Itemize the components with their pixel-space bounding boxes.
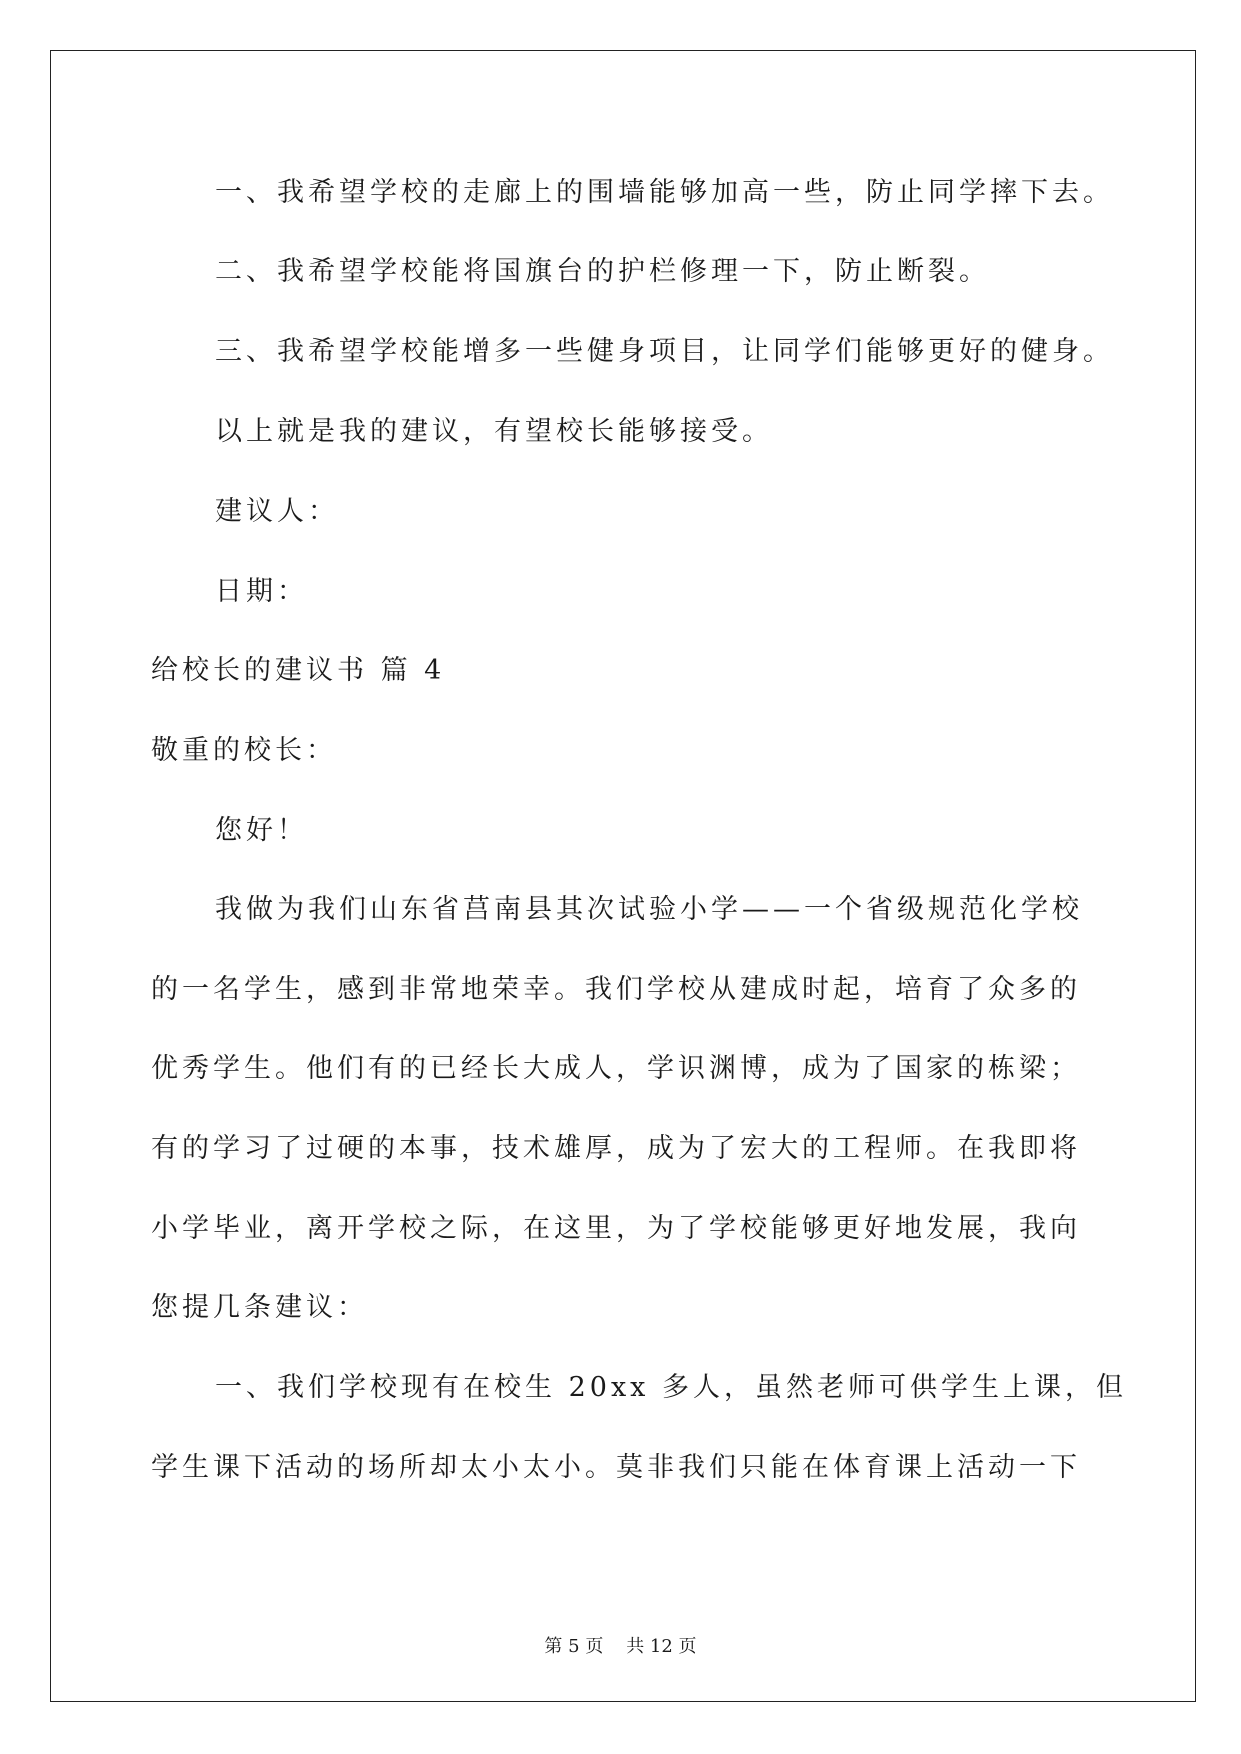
date-label: 日期： — [215, 576, 308, 607]
body-line: 小学毕业，离开学校之际，在这里，为了学校能够更好地发展，我向 — [151, 1213, 1081, 1244]
body-line: 的一名学生，感到非常地荣幸。我们学校从建成时起，培育了众多的 — [151, 974, 1081, 1005]
body-line: 优秀学生。他们有的已经长大成人，学识渊博，成为了国家的栋梁； — [151, 1053, 1081, 1084]
body-line: 我做为我们山东省莒南县其次试验小学——一个省级规范化学校 — [215, 894, 1083, 925]
suggestion-3: 三、我希望学校能增多一些健身项目，让同学们能够更好的健身。 — [215, 336, 1114, 367]
suggestion-2: 二、我希望学校能将国旗台的护栏修理一下，防止断裂。 — [215, 256, 990, 287]
body-line: 您提几条建议： — [151, 1292, 368, 1323]
closing-remark: 以上就是我的建议，有望校长能够接受。 — [215, 416, 773, 447]
body-line: 有的学习了过硬的本事，技术雄厚，成为了宏大的工程师。在我即将 — [151, 1133, 1081, 1164]
body-line: 学生课下活动的场所却太小太小。莫非我们只能在体育课上活动一下 — [151, 1452, 1081, 1483]
greeting: 您好！ — [215, 815, 308, 846]
body-line: 一、我们学校现有在校生 20xx 多人，虽然老师可供学生上课，但 — [215, 1372, 1127, 1403]
salutation: 敬重的校长： — [151, 735, 337, 766]
section-heading: 给校长的建议书 篇 4 — [151, 655, 446, 686]
page-number: 第 5 页 共 12 页 — [544, 1636, 697, 1657]
suggestion-1: 一、我希望学校的走廊上的围墙能够加高一些，防止同学摔下去。 — [215, 177, 1114, 208]
proposer-label: 建议人： — [215, 496, 339, 527]
